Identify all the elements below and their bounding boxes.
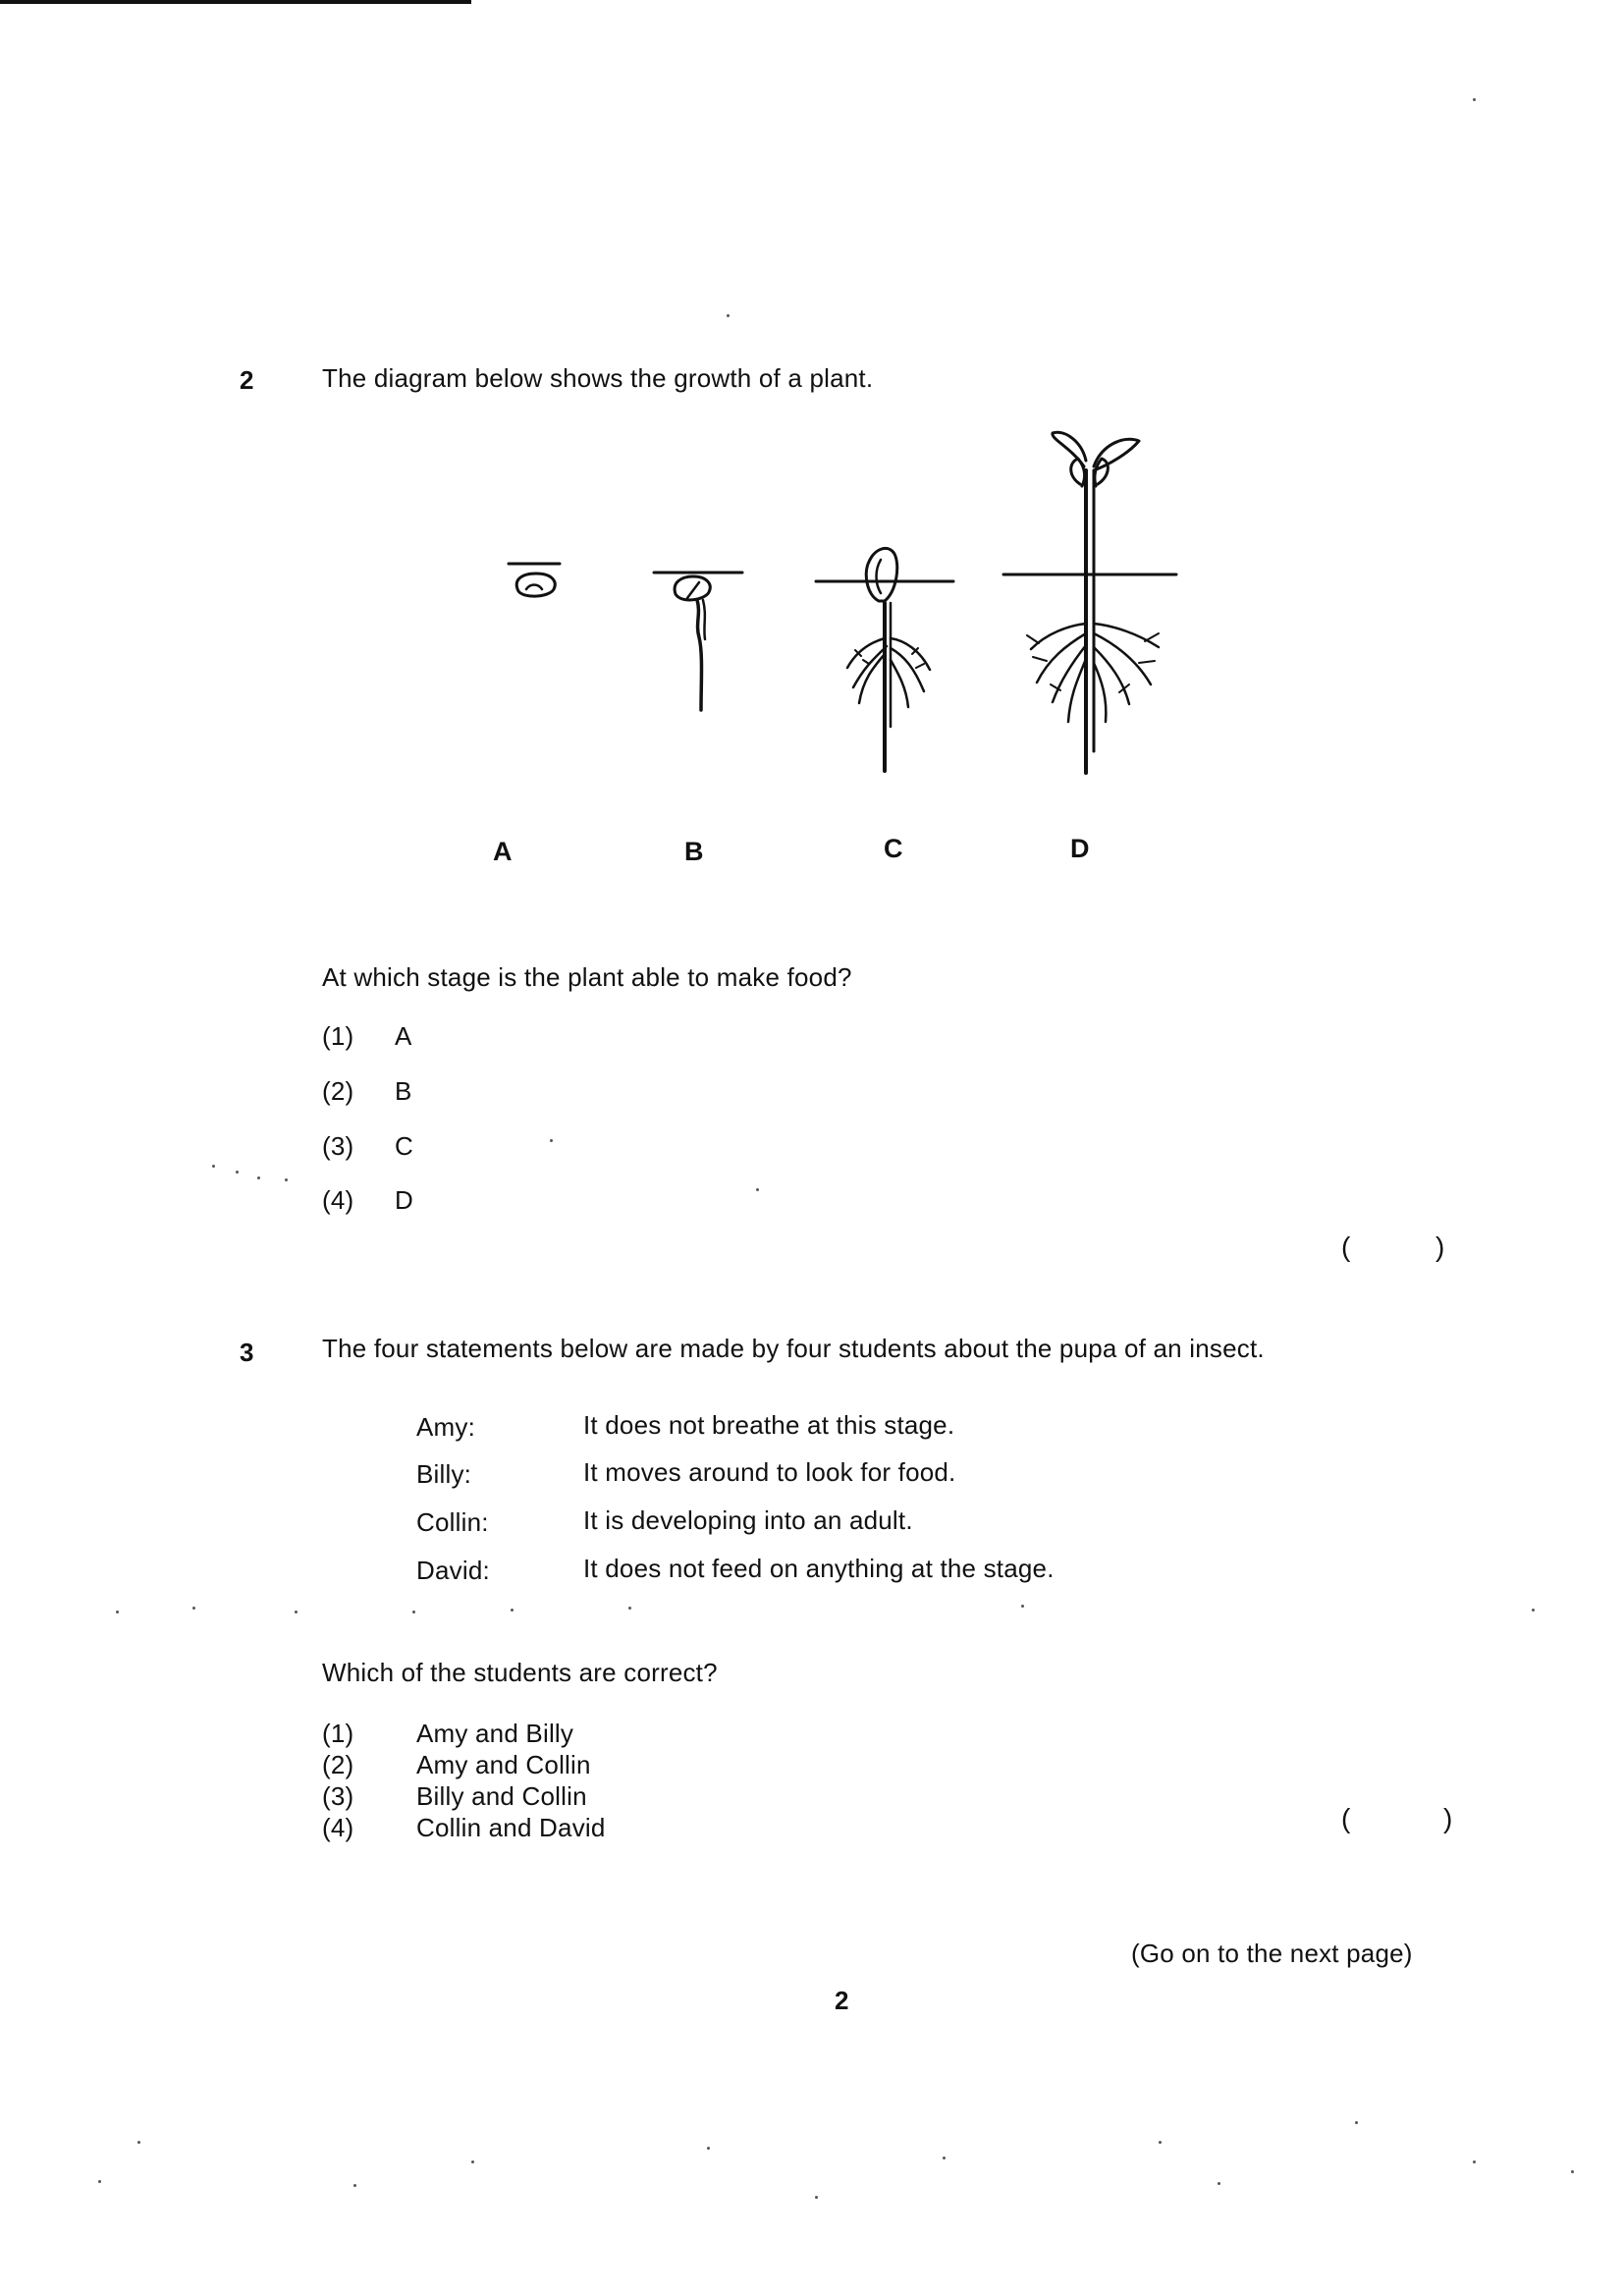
option-text: B [395,1076,412,1106]
option-number: (3) [322,1781,354,1811]
top-rule [0,0,471,4]
option-number: (4) [322,1185,354,1215]
question-3-stem: The four statements below are made by four students about the pupa of an insect. [322,1334,1265,1363]
student-statement: It does not breathe at this stage. [583,1410,955,1440]
student-name: Amy: [416,1412,476,1442]
stage-label-a: A [493,837,513,866]
student-name: Billy: [416,1459,472,1489]
option-number: (3) [322,1131,354,1161]
option-text: Amy and Billy [416,1719,574,1748]
option-text: Amy and Collin [416,1750,591,1779]
answer-close-paren: ) [1443,1803,1453,1833]
student-name: David: [416,1556,490,1585]
page-number: 2 [835,1986,849,2015]
answer-open-paren: ( [1341,1231,1351,1262]
stage-label-c: C [884,834,903,863]
option-text: C [395,1131,413,1161]
answer-open-paren: ( [1341,1803,1351,1833]
student-statement: It is developing into an adult. [583,1505,913,1535]
stage-b-germination-drawing [648,555,746,722]
go-on-next-page-note: (Go on to the next page) [1131,1939,1413,1968]
answer-close-paren: ) [1435,1231,1445,1262]
option-text: A [395,1021,412,1051]
option-text: Billy and Collin [416,1781,587,1811]
option-text: Collin and David [416,1813,606,1842]
option-number: (2) [322,1076,354,1106]
stage-label-d: D [1070,834,1090,863]
option-number: (1) [322,1021,354,1051]
option-number: (2) [322,1750,354,1779]
option-text: D [395,1185,413,1215]
option-number: (4) [322,1813,354,1842]
question-3-number: 3 [240,1338,254,1367]
stage-c-seedling-drawing [810,530,957,786]
question-2-prompt: At which stage is the plant able to make food? [322,962,852,992]
question-3-prompt: Which of the students are correct? [322,1658,718,1687]
question-2-stem: The diagram below shows the growth of a plant. [322,363,874,393]
student-statement: It moves around to look for food. [583,1457,956,1487]
stage-d-young-plant-drawing [992,427,1188,781]
stage-label-b: B [684,837,704,866]
student-statement: It does not feed on anything at the stage. [583,1554,1055,1583]
student-name: Collin: [416,1507,489,1537]
stage-a-seed-drawing [501,550,569,609]
question-2-number: 2 [240,365,254,395]
option-number: (1) [322,1719,354,1748]
